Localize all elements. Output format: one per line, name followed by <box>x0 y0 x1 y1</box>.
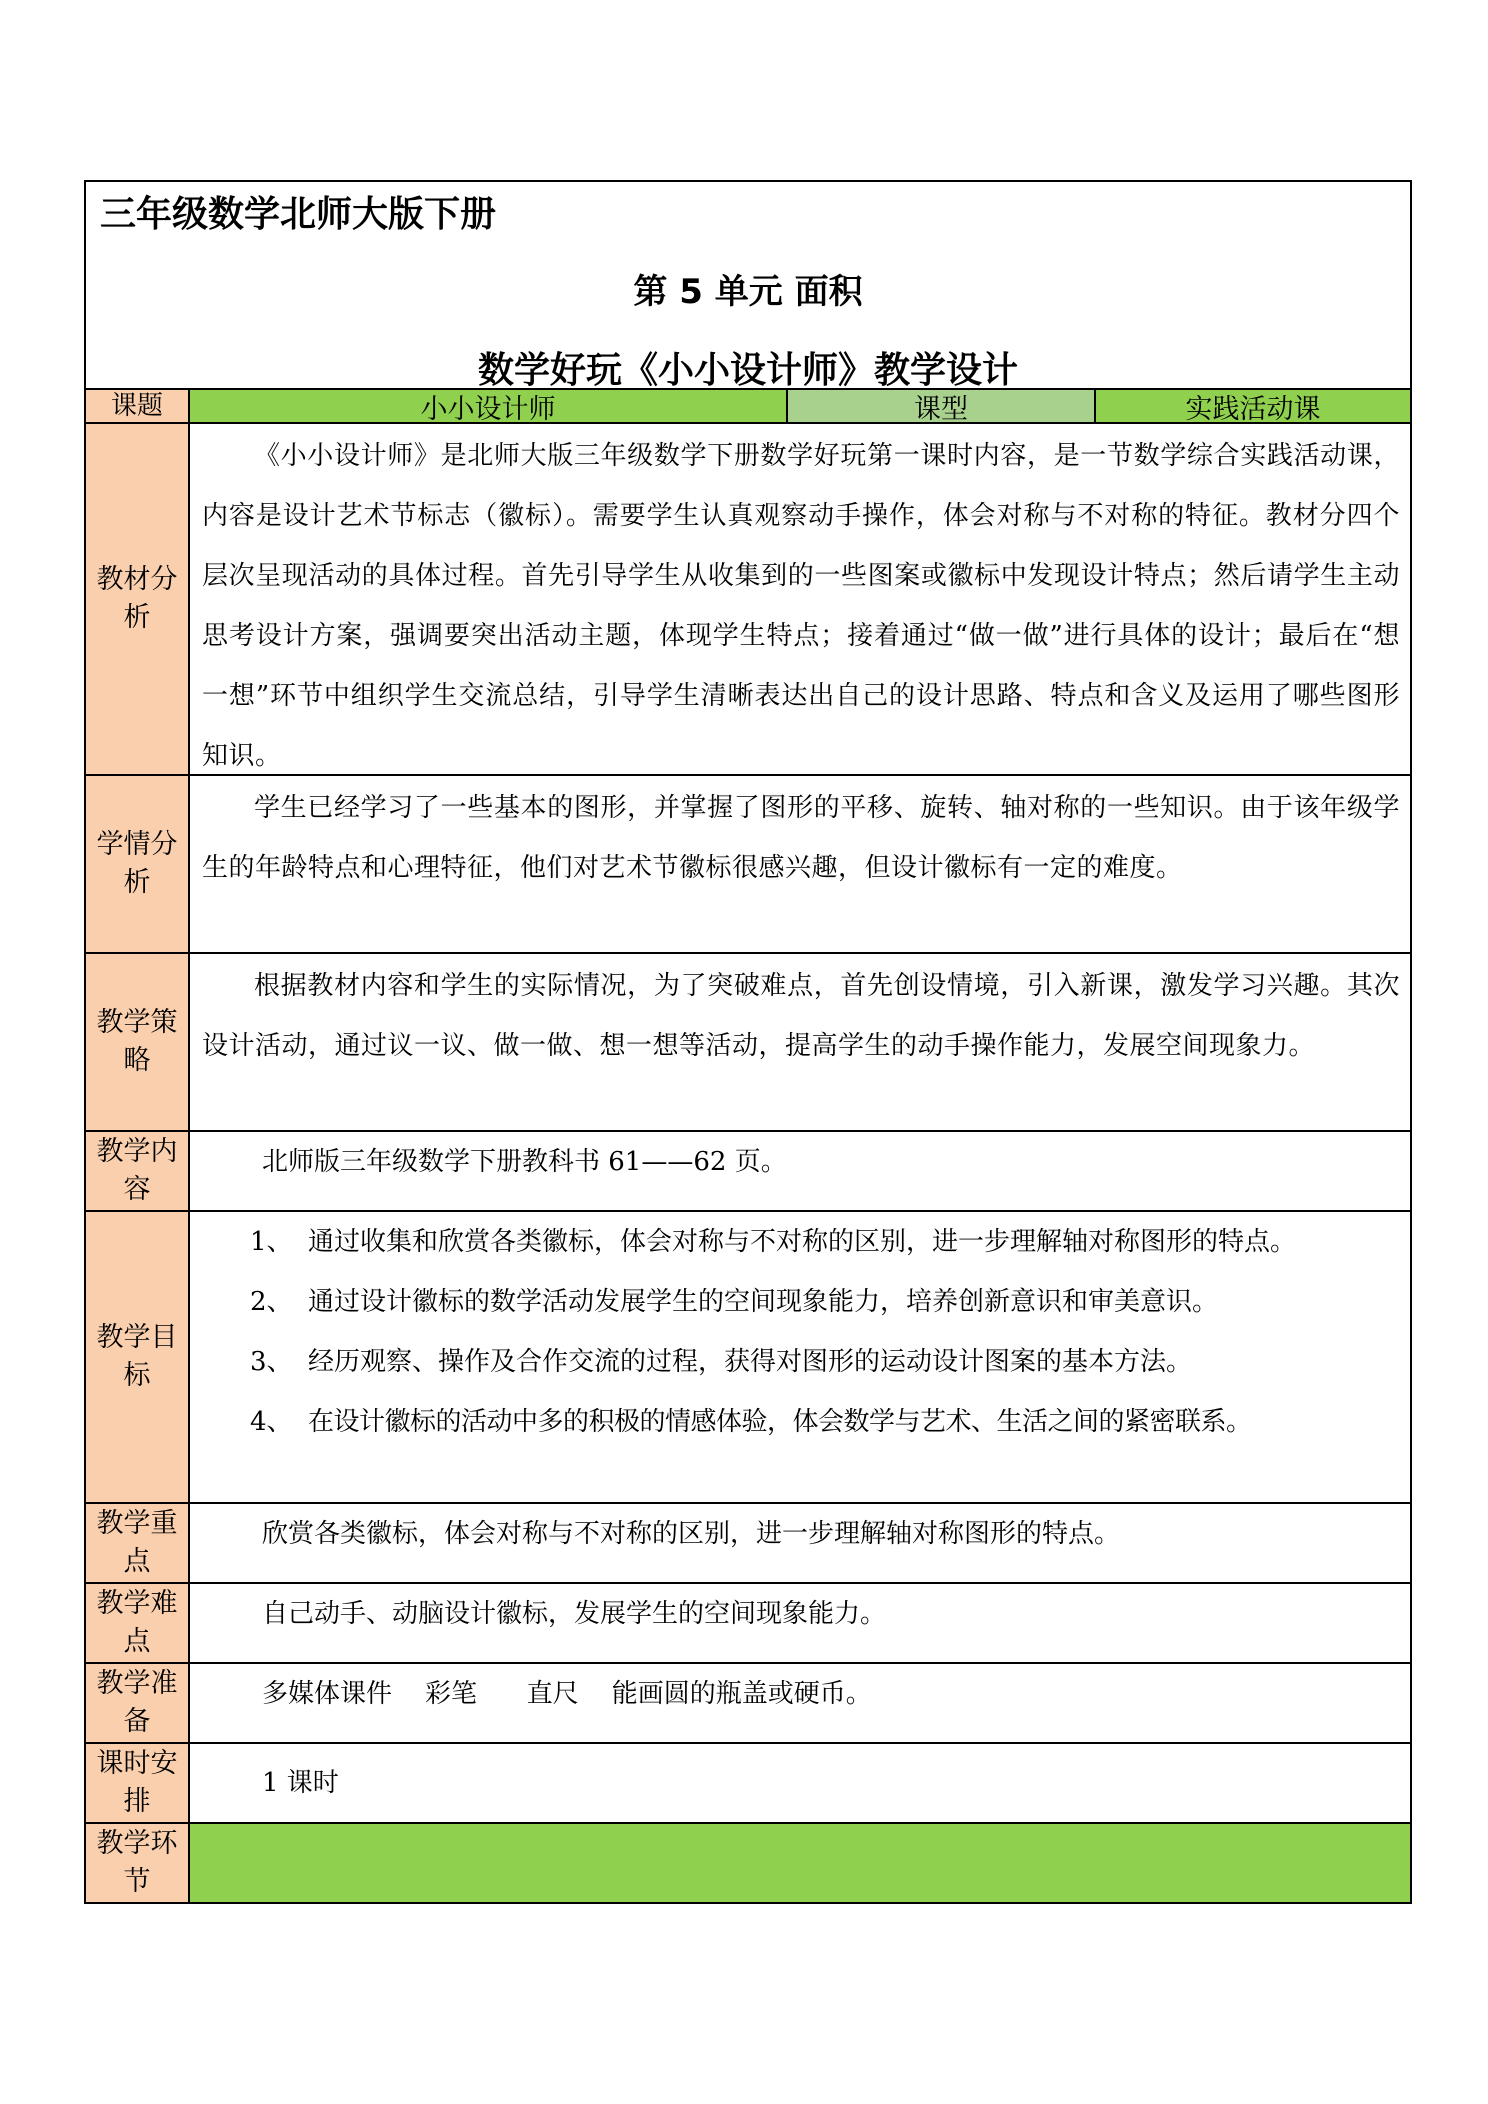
goal-item <box>250 1212 1402 1272</box>
type-label: 课型 <box>786 390 1096 422</box>
goals-list <box>190 1212 1410 1502</box>
lesson-plan-table <box>84 180 1412 1904</box>
prep-row <box>86 1664 1410 1744</box>
material-text: 《小小设计师》是北师大版三年级数学下册数学好玩第一课时内容，是一节数学综合实践活动课，内容是设计艺术节标志（徽标）。需要学生认真观察动手操作，体会对称与不对称的特征。教材分四个层次呈现活动的具体过程。首先引导学生从收集到的一些图案或徽标中发现设计特点；然后请学生主动思考设计方案，强调要突出活动主题，体现学生特点；接着通过“做一做”进行具体的设计；最后在“想一想”环节中组织学生交流总结，引导学生清晰表达出自己的设计思路、特点和含义及运用了哪些图形知识。 <box>202 441 1400 771</box>
goal-number: 4、 <box>250 1407 293 1437</box>
goal-text: 通过收集和欣赏各类徽标，体会对称与不对称的区别，进一步理解轴对称图形的特点。 <box>308 1227 1297 1257</box>
goal-number: 2、 <box>250 1287 293 1317</box>
difficulty-text: 自己动手、动脑设计徽标，发展学生的空间现象能力。 <box>262 1599 887 1629</box>
process-content <box>190 1824 1410 1902</box>
time-row <box>86 1744 1410 1824</box>
unit-title: 第 5 单元 面积 <box>633 272 863 312</box>
goal-item <box>250 1392 1402 1452</box>
strategy-row <box>86 954 1410 1132</box>
material-row <box>86 424 1410 776</box>
grade-title: 三年级数学北师大版下册 <box>100 194 497 235</box>
topic-row <box>86 390 1410 424</box>
process-row <box>86 1824 1410 1902</box>
content-text: 北师版三年级数学下册教科书 61——62 页。 <box>262 1147 787 1177</box>
process-label: 教学环节 <box>86 1824 190 1902</box>
goal-item <box>250 1272 1402 1332</box>
material-label: 教材分析 <box>86 424 190 774</box>
prep-label: 教学准备 <box>86 1664 190 1742</box>
students-text: 学生已经学习了一些基本的图形，并掌握了图形的平移、旋转、轴对称的一些知识。由于该年级学生的年龄特点和心理特征，他们对艺术节徽标很感兴趣，但设计徽标有一定的难度。 <box>202 793 1400 883</box>
goals-row <box>86 1212 1410 1504</box>
students-label: 学情分析 <box>86 776 190 952</box>
content-row <box>86 1132 1410 1212</box>
strategy-text: 根据教材内容和学生的实际情况，为了突破难点，首先创设情境，引入新课，激发学习兴趣。其次设计活动，通过议一议、做一做、想一想等活动，提高学生的动手操作能力，发展空间现象力。 <box>202 971 1400 1061</box>
goals-label: 教学目标 <box>86 1212 190 1502</box>
strategy-label: 教学策略 <box>86 954 190 1130</box>
content-label: 教学内容 <box>86 1132 190 1210</box>
time-text: 1 课时 <box>262 1768 339 1798</box>
goal-item <box>250 1332 1402 1392</box>
prep-text: 多媒体课件 彩笔 直尺 能画圆的瓶盖或硬币。 <box>262 1679 872 1709</box>
key-text: 欣赏各类徽标，体会对称与不对称的区别，进一步理解轴对称图形的特点。 <box>262 1519 1121 1549</box>
goal-text: 在设计徽标的活动中多的积极的情感体验，体会数学与艺术、生活之间的紧密联系。 <box>308 1407 1252 1437</box>
time-label: 课时安排 <box>86 1744 190 1822</box>
key-label: 教学重点 <box>86 1504 190 1582</box>
topic-value: 小小设计师 <box>190 390 786 422</box>
goal-text: 通过设计徽标的数学活动发展学生的空间现象能力，培养创新意识和审美意识。 <box>308 1287 1219 1317</box>
key-row <box>86 1504 1410 1584</box>
students-row <box>86 776 1410 954</box>
document-header <box>86 182 1410 390</box>
difficulty-row <box>86 1584 1410 1664</box>
difficulty-label: 教学难点 <box>86 1584 190 1662</box>
topic-label: 课题 <box>86 390 190 422</box>
goal-text: 经历观察、操作及合作交流的过程，获得对图形的运动设计图案的基本方法。 <box>308 1347 1193 1377</box>
type-value: 实践活动课 <box>1096 390 1410 422</box>
goal-number: 3、 <box>250 1347 293 1377</box>
goal-number: 1、 <box>250 1227 293 1257</box>
lesson-title: 数学好玩《小小设计师》教学设计 <box>477 350 1018 391</box>
